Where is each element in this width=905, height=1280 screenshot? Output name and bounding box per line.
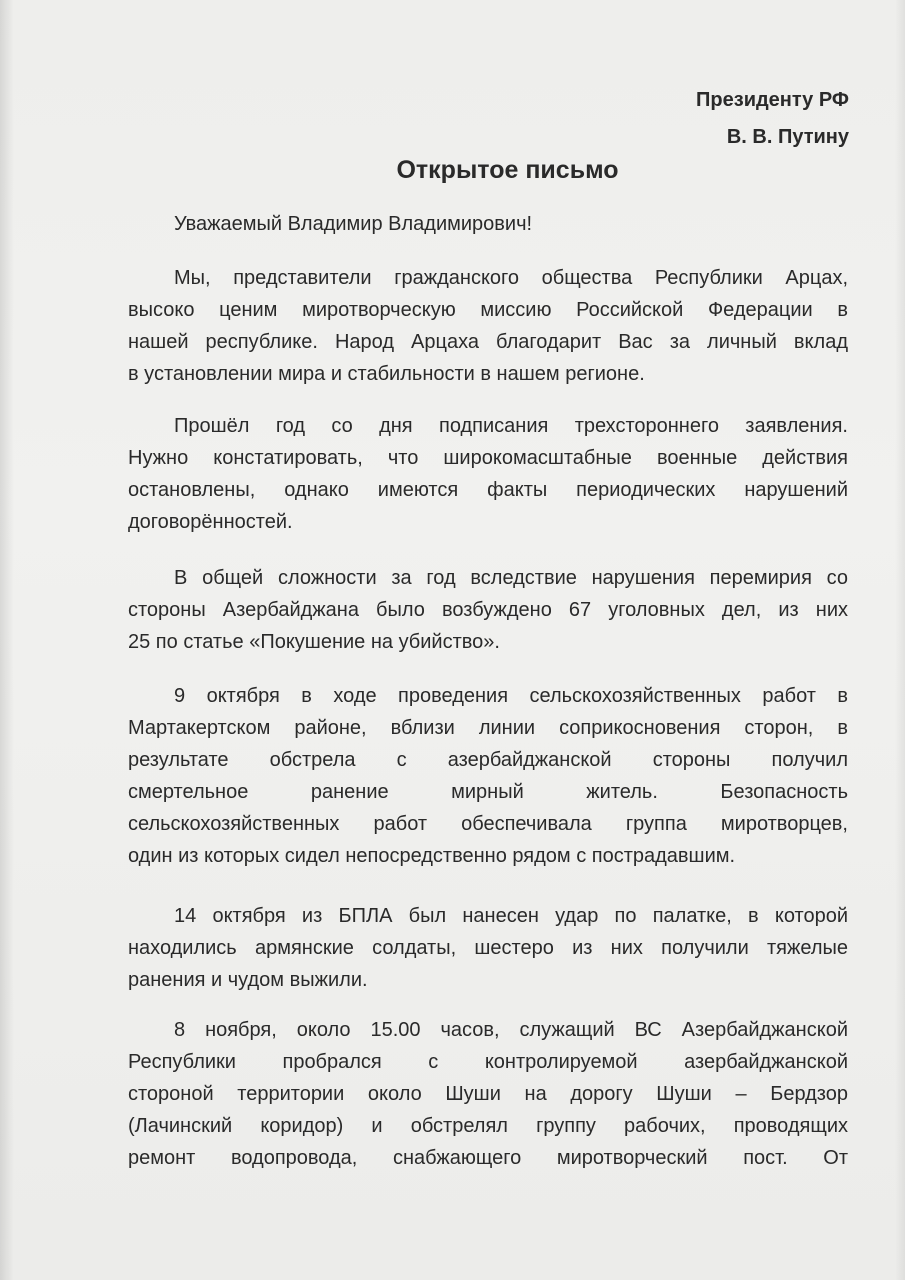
addressee-line-2: В. В. Путину — [726, 126, 849, 148]
paragraph-line: остановлены, однако имеются факты периодических нарушений — [128, 479, 848, 501]
greeting: Уважаемый Владимир Владимирович! — [174, 213, 533, 235]
addressee-line-1: Президенту РФ — [696, 89, 849, 111]
paragraph-1 — [128, 262, 848, 390]
paragraph-line: ремонт водопровода, снабжающего миротворческий пост. От — [128, 1147, 848, 1169]
letter-title: Открытое письмо — [396, 156, 619, 184]
paragraph-line: (Лачинский коридор) и обстрелял группу рабочих, проводящих — [128, 1115, 848, 1137]
paragraph-line: результате обстрела с азербайджанской стороны получил — [128, 749, 848, 771]
paragraph-line: находились армянские солдаты, шестеро из них получили тяжелые — [128, 937, 848, 959]
paragraph-3 — [128, 562, 848, 658]
paragraph-line: ранения и чудом выжили. — [128, 969, 368, 991]
paragraph-line: 25 по статье «Покушение на убийство». — [128, 631, 500, 653]
paragraph-line: 9 октября в ходе проведения сельскохозяйственных работ в — [174, 685, 848, 707]
page-edge-shadow — [0, 0, 14, 1280]
paragraph-line: нашей республике. Народ Арцаха благодарит Вас за личный вклад — [128, 331, 848, 353]
paragraph-line: 8 ноября, около 15.00 часов, служащий ВС Азербайджанской — [174, 1019, 848, 1041]
paragraph-line: Мартакертском районе, вблизи линии соприкосновения сторон, в — [128, 717, 848, 739]
paragraph-line: Республики пробрался с контролируемой азербайджанской — [128, 1051, 848, 1073]
paragraph-line: стороной территории около Шуши на дорогу Шуши – Бердзор — [128, 1083, 848, 1105]
paragraph-2 — [128, 410, 848, 538]
paragraph-line: смертельное ранение мирный житель. Безопасность — [128, 781, 848, 803]
paragraph-line: высоко ценим миротворческую миссию Российской Федерации в — [128, 299, 848, 321]
paragraph-line: 14 октября из БПЛА был нанесен удар по палатке, в которой — [174, 905, 848, 927]
paragraph-6 — [128, 1014, 848, 1174]
paragraph-5 — [128, 900, 848, 996]
page-edge-shadow-right — [895, 0, 905, 1280]
paragraph-line: сельскохозяйственных работ обеспечивала группа миротворцев, — [128, 813, 848, 835]
paragraph-4 — [128, 680, 848, 872]
paragraph-line: В общей сложности за год вследствие нарушения перемирия со — [174, 567, 848, 589]
paragraph-line: Мы, представители гражданского общества Республики Арцах, — [174, 267, 848, 289]
paragraph-line: стороны Азербайджана было возбуждено 67 уголовных дел, из них — [128, 599, 848, 621]
paragraph-line: договорённостей. — [128, 511, 293, 533]
addressee-block — [696, 82, 849, 156]
paragraph-line: Прошёл год со дня подписания трехстороннего заявления. — [174, 415, 848, 437]
paragraph-line: Нужно констатировать, что широкомасштабные военные действия — [128, 447, 848, 469]
paragraph-line: один из которых сидел непосредственно рядом с пострадавшим. — [128, 845, 736, 867]
paragraph-line: в установлении мира и стабильности в нашем регионе. — [128, 363, 645, 385]
